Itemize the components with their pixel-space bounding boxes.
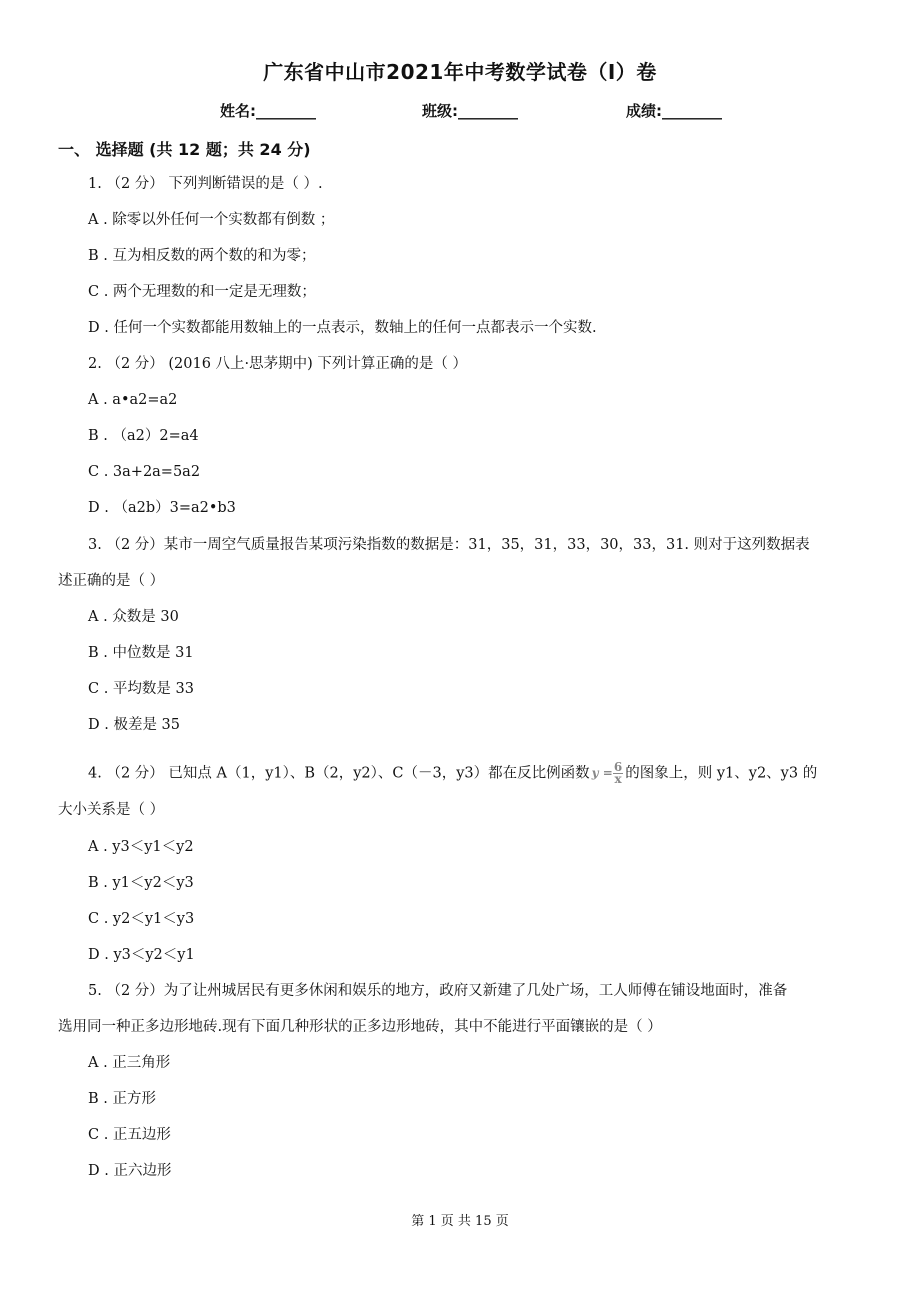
question-3-option-c: C . 平均数是 33 [88, 681, 194, 697]
formula-numerator: 6 [613, 760, 623, 774]
question-4-stem-line1 [88, 762, 817, 785]
question-1-option-c: C . 两个无理数的和一定是无理数； [88, 284, 316, 300]
class-field-label: 班级:________ [422, 102, 518, 120]
question-2-option-b: B . （a2）2=a4 [88, 428, 199, 444]
question-4-text-before: 4. （2 分） 已知点 A（1，y1）、B（2，y2）、C（－3，y3）都在反比例函数 [88, 765, 590, 782]
question-5-stem-line2: 选用同一种正多边形地砖.现有下面几种形状的正多边形地砖，其中不能进行平面镶嵌的是（ ） [58, 1019, 662, 1035]
question-4-option-b: B . y1＜y2＜y3 [88, 875, 194, 891]
question-3-option-b: B . 中位数是 31 [88, 645, 194, 661]
page-footer: 第 1 页 共 15 页 [411, 1214, 509, 1229]
question-4-option-a: A . y3＜y1＜y2 [88, 839, 194, 855]
formula-lhs: y = [591, 766, 613, 780]
question-1-option-d: D . 任何一个实数都能用数轴上的一点表示，数轴上的任何一点都表示一个实数. [88, 320, 597, 336]
question-4-option-d: D . y3＜y2＜y1 [88, 947, 195, 963]
section-heading: 一、 选择题 (共 12 题；共 24 分) [58, 140, 311, 159]
question-4-stem-line2: 大小关系是（ ） [58, 802, 165, 818]
question-1-stem: 1. （2 分） 下列判断错误的是（ ）. [88, 176, 323, 192]
question-5-option-a: A . 正三角形 [88, 1055, 171, 1071]
question-5-option-c: C . 正五边形 [88, 1127, 171, 1143]
page-title: 广东省中山市2021年中考数学试卷（I）卷 [263, 60, 657, 84]
question-2-option-d: D . （a2b）3=a2•b3 [88, 500, 236, 516]
question-1-option-a: A . 除零以外任何一个实数都有倒数 ； [88, 212, 335, 228]
question-1-option-b: B . 互为相反数的两个数的和为零； [88, 248, 316, 264]
question-2-option-c: C . 3a+2a=5a2 [88, 464, 201, 480]
name-field-label: 姓名:________ [220, 102, 316, 120]
question-3-stem-line2: 述正确的是（ ） [58, 573, 165, 589]
inverse-proportion-formula [592, 762, 624, 785]
question-4-option-c: C . y2＜y1＜y3 [88, 911, 195, 927]
question-3-stem-line1: 3. （2 分）某市一周空气质量报告某项污染指数的数据是：31，35，31，33，30，33，31. 则对于这列数据表 [88, 537, 810, 553]
question-5-option-d: D . 正六边形 [88, 1163, 172, 1179]
question-3-option-d: D . 极差是 35 [88, 717, 181, 733]
question-5-option-b: B . 正方形 [88, 1091, 156, 1107]
question-4-text-after: 的图象上，则 y1、y2、y3 的 [625, 765, 818, 782]
question-3-option-a: A . 众数是 30 [88, 609, 179, 625]
score-field-label: 成绩:________ [626, 102, 722, 120]
question-2-stem: 2. （2 分） (2016 八上·思茅期中) 下列计算正确的是（ ） [88, 356, 468, 372]
formula-denominator: x [614, 772, 622, 786]
question-2-option-a: A . a•a2=a2 [88, 392, 178, 408]
question-5-stem-line1: 5. （2 分）为了让州城居民有更多休闲和娱乐的地方，政府又新建了几处广场，工人师傅在铺设地面时，准备 [88, 983, 788, 999]
